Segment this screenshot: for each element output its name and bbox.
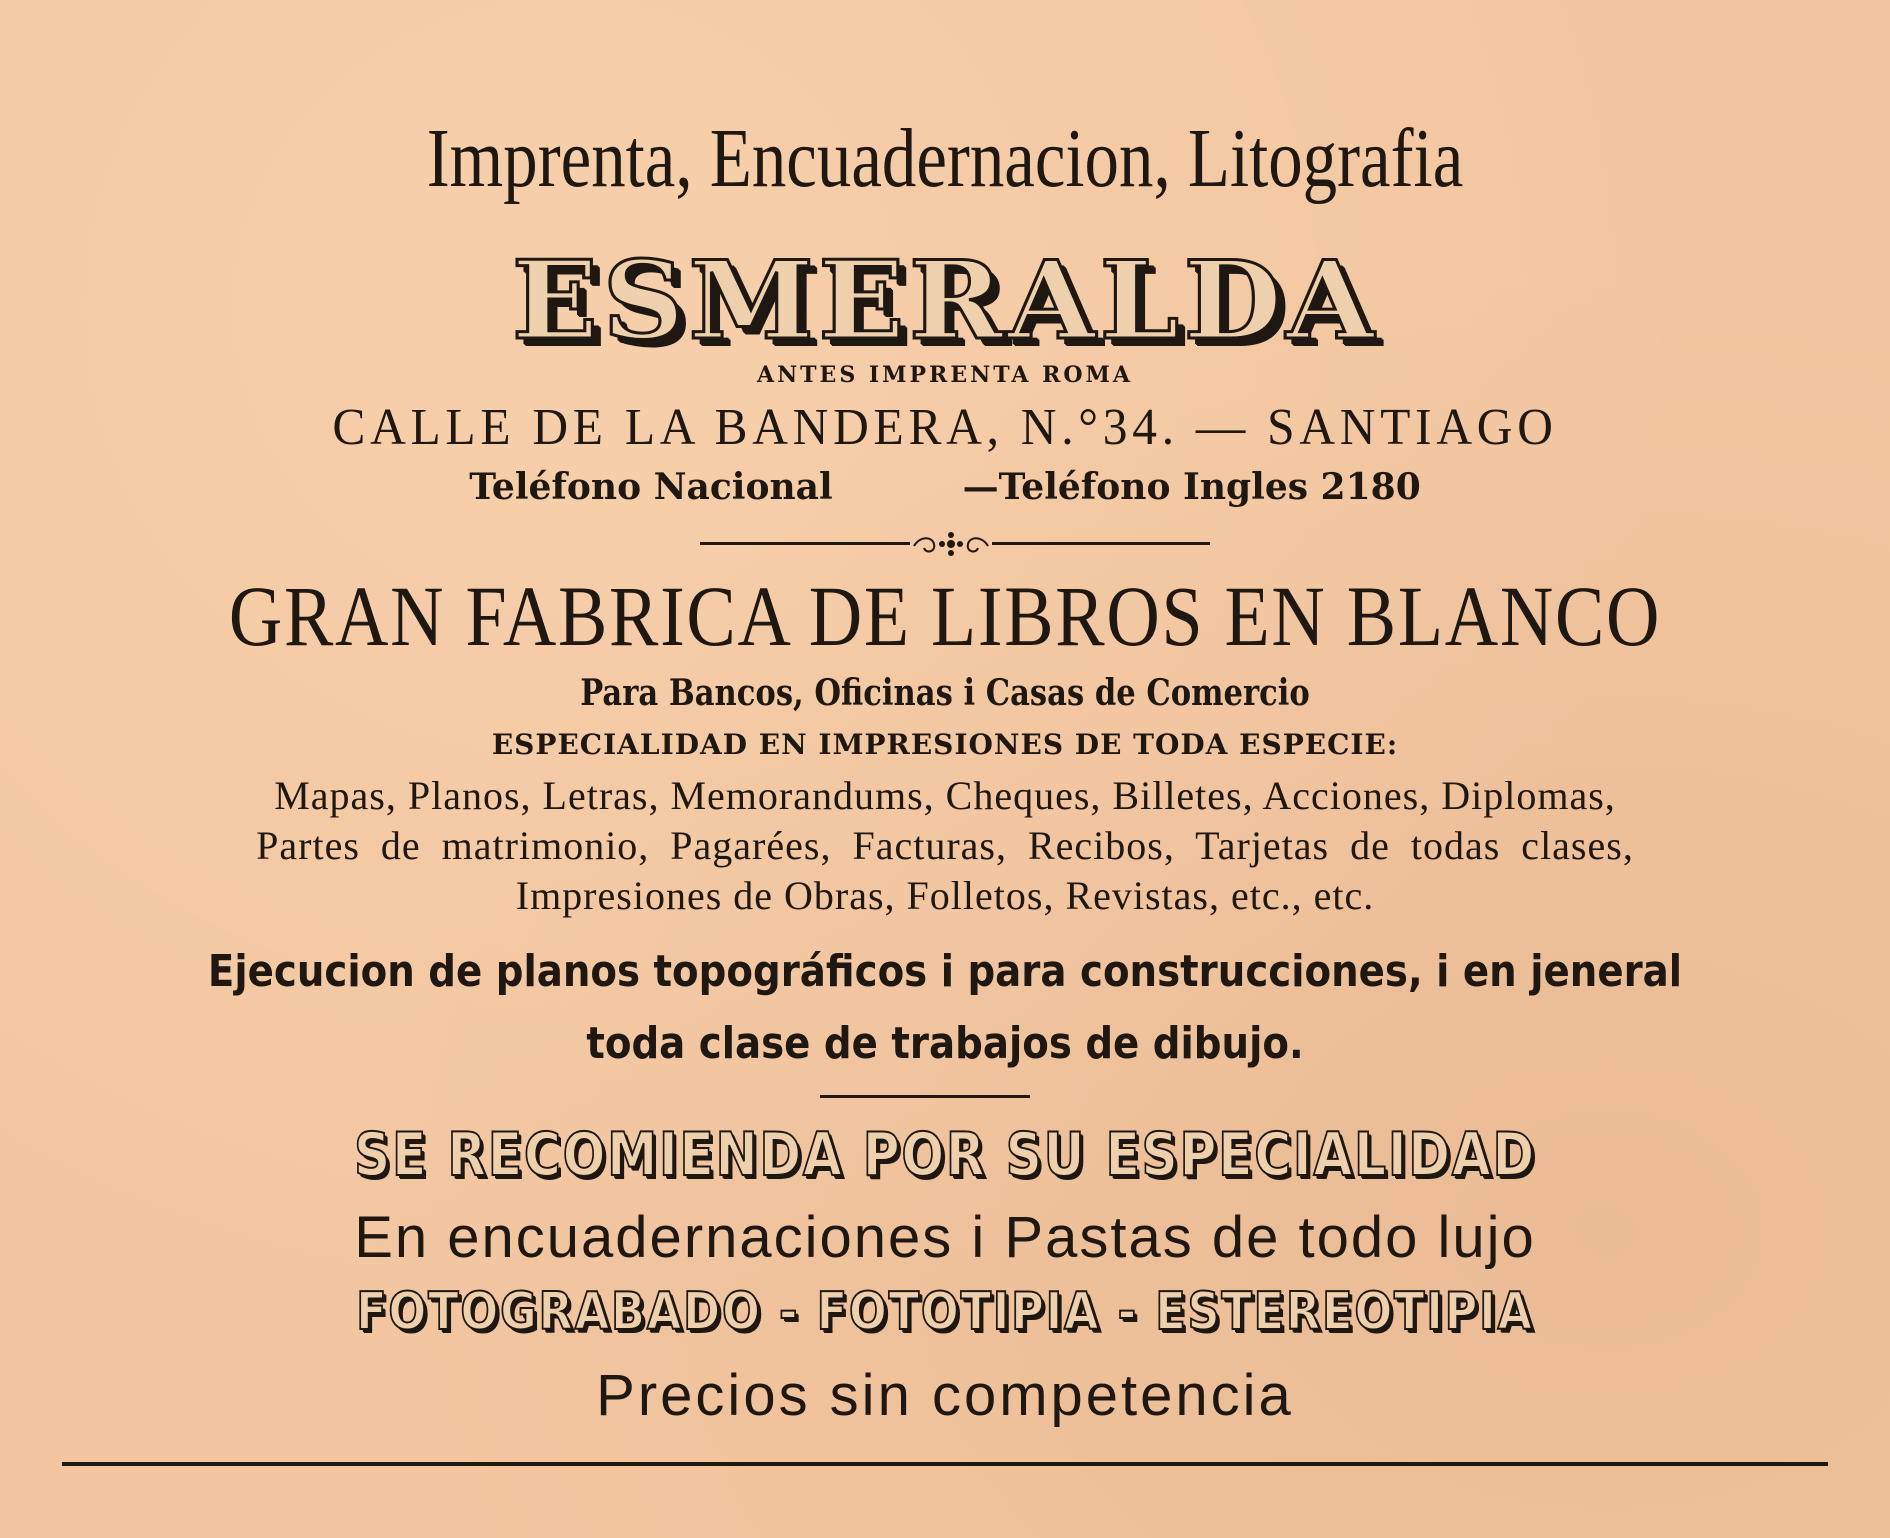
formerly-note: ANTES IMPRENTA ROMA [757,362,1133,388]
business-name-title: ESMERALDA [511,238,1379,364]
divider-rule-middle [820,1095,1030,1098]
services-line-2: Partes de matrimonio, Pagarées, Facturas, Recibos, Tarjetas de todas clases, [256,823,1634,868]
recommendation-heading: SE RECOMIENDA POR SU ESPECIALIDAD [354,1120,1536,1190]
processes-line: FOTOGRABADO - FOTOTIPIA - ESTEREOTIPIA [356,1282,1534,1342]
specialty-heading: ESPECIALIDAD EN IMPRESIONES DE TODA ESPECIE: [491,728,1399,761]
drafting-line-2: toda clase de trabajos de dibujo. [586,1018,1304,1069]
prices-line: Precios sin competencia [596,1363,1294,1428]
phone-national: Teléfono Nacional [469,466,833,508]
services-line-1: Mapas, Planos, Letras, Memorandums, Cheques, Billetes, Acciones, Diplomas, [274,773,1616,818]
factory-heading: GRAN FABRICA DE LIBROS EN BLANCO [228,568,1662,664]
fleuron-ornament-icon [910,524,992,564]
drafting-line-1: Ejecucion de planos topográficos i para construcciones, i en jeneral [207,946,1683,997]
street-address: CALLE DE LA BANDERA, N.°34. — SANTIAGO [332,399,1558,456]
phone-numbers [0,466,1890,508]
factory-subheading: Para Bancos, Oficinas i Casas de Comercio [580,672,1310,714]
divider-rule-right [992,542,1210,545]
headline: Imprenta, Encuadernacion, Litografia [426,112,1464,205]
phone-english: —Teléfono Ingles 2180 [962,466,1421,508]
services-line-3: Impresiones de Obras, Folletos, Revistas, etc., etc. [515,873,1375,918]
bindings-line: En encuadernaciones i Pastas de todo lujo [354,1205,1536,1270]
bottom-rule [62,1462,1828,1466]
divider-rule-left [700,542,910,545]
